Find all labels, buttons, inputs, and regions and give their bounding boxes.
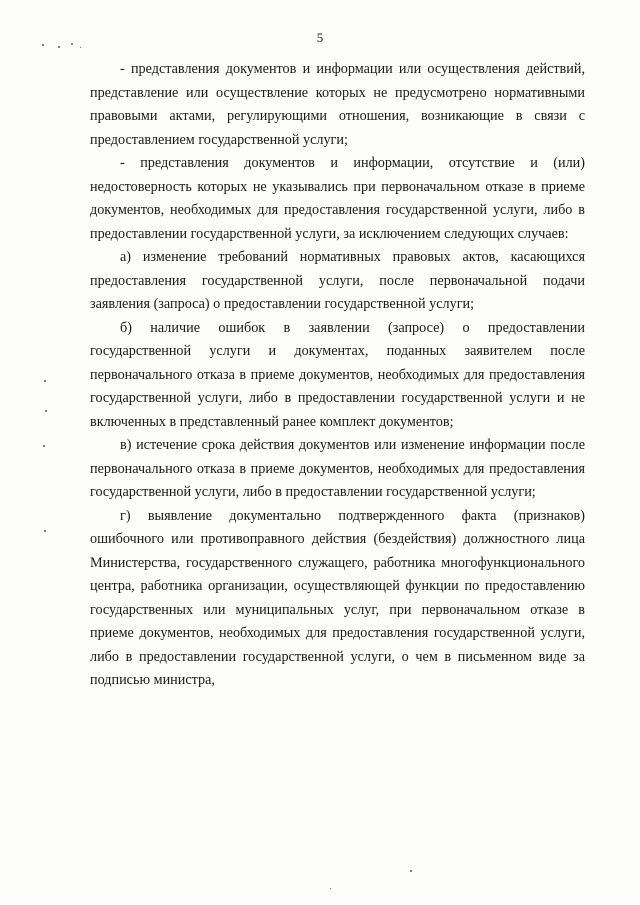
scan-speck [330,888,331,889]
paragraph-item-b: б) наличие ошибок в заявлении (запросе) о предоставлении государственной услуги и документах, поданных заявителем после первоначального отказа в приеме документов, необходимых для предоставления государственной услуги, либо в предоставлении государственной услуги и не включенных в представленный ранее комплект документов; [90,319,585,430]
scan-speck [43,445,45,447]
scan-speck [80,47,81,48]
paragraph-item-a: а) изменение требований нормативных правовых актов, касающихся предоставления государственной услуги, после первоначальной подачи заявления (запроса) о предоставлении государственной услуги; [90,249,585,312]
scan-speck [45,410,47,412]
paragraph-2: - представления документов и информации, отсутствие и (или) недостоверность которых не указывались при первоначальном отказе в приеме документов, необходимых для предоставления государственной услуги, либо в предоставлении государственной услуги, за исключением следующих случаев: [90,155,585,242]
paragraph-1: - представления документов и информации или осуществления действий, представление или осуществление которых не предусмотрено нормативными правовыми актами, регулирующими отношения, возникающие в связи с предоставлением государственной услуги; [90,61,585,148]
scan-speck [44,380,46,382]
page-number: 5 [316,30,324,45]
scan-speck [71,43,73,45]
document-body [90,58,585,693]
scan-speck [44,530,46,532]
scan-speck [58,46,60,48]
scan-speck [42,44,44,46]
paragraph-item-v: в) истечение срока действия документов или изменение информации после первоначального отказа в приеме документов, необходимых для предоставления государственной услуги, либо в предоставлении государственной услуги; [90,437,585,500]
paragraph-item-g: г) выявление документально подтвержденного факта (признаков) ошибочного или противоправного действия (бездействия) должностного лица Министерства, государственного служащего, работника многофункционального центра, работника организации, осуществляющей функции по предоставлению государственных или муниципальных услуг, при первоначальном отказе в приеме документов, необходимых для предоставления государственной услуги, либо в предоставлении государственной услуги, о чем в письменном виде за подписью министра, [90,507,585,688]
scan-speck [410,870,412,872]
